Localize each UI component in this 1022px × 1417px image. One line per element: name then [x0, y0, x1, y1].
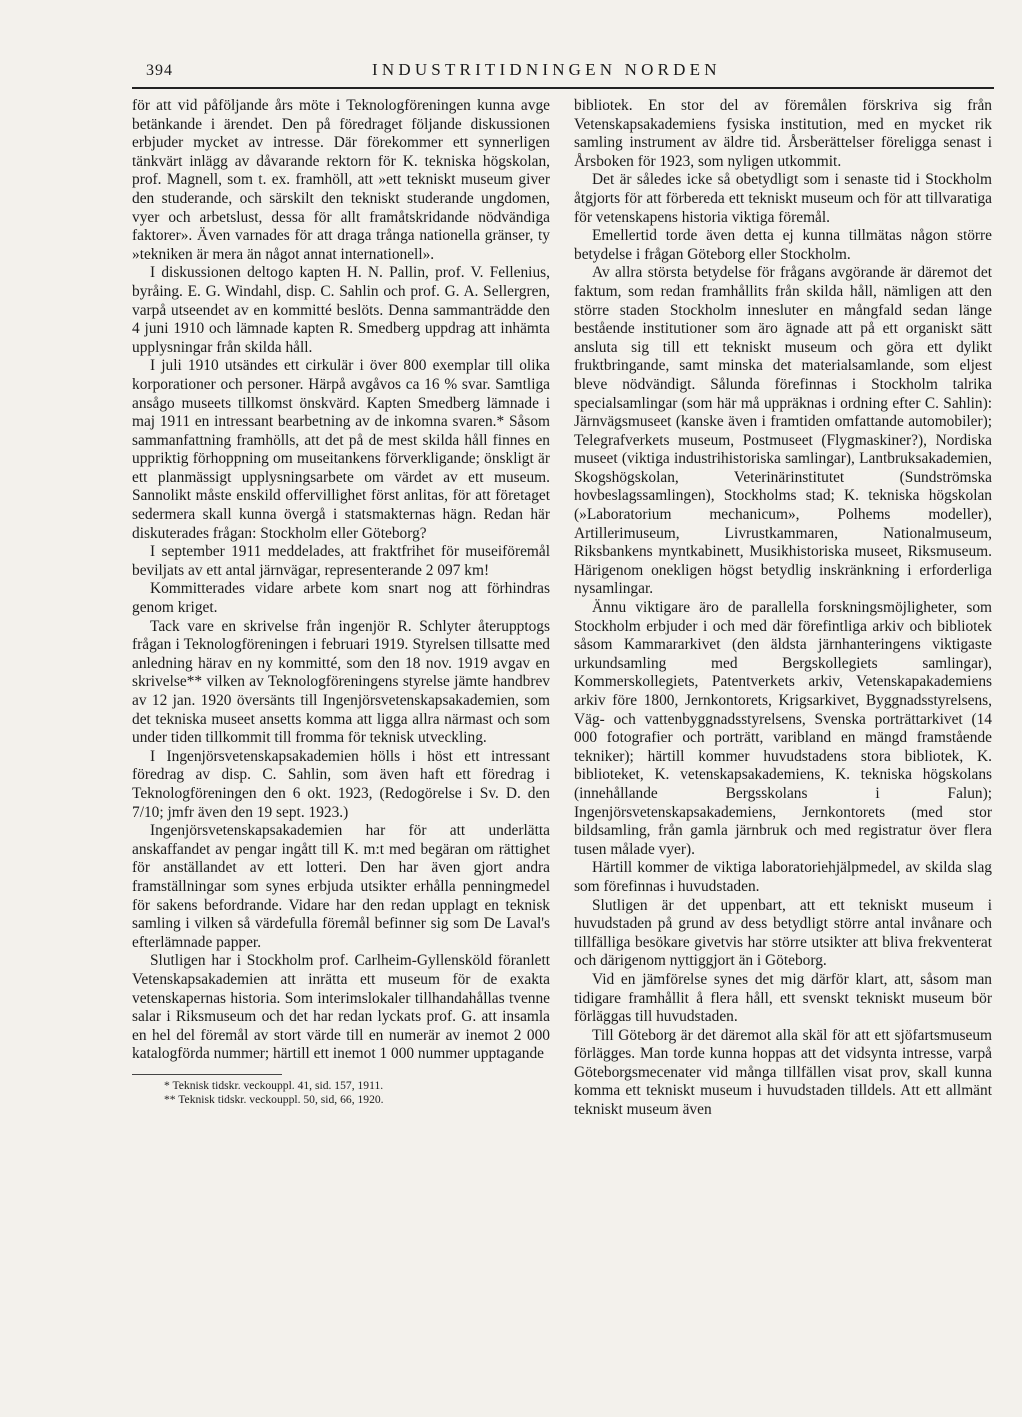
- running-title: INDUSTRITIDNINGEN NORDEN: [372, 60, 721, 79]
- right-paragraph-8: Vid en jämförelse synes det mig därför klart, att, såsom man tidigare framhållit å flera håll, ett svenskt tekniskt museum bör förläggas till huvudstaden.: [574, 970, 992, 1026]
- left-paragraph-2: I diskussionen deltogo kapten H. N. Pallin, prof. V. Fellenius, byråing. E. G. Windahl, disp. C. Sahlin och prof. G. A. Sellergren, varpå utseendet av en kommitté beslöts. Denna sammanträdde den 4 juni 1910 och lämnade kapten R. Smedberg uppdrag att inhämta upplysningar från skilda håll.: [132, 264, 550, 356]
- right-paragraph-7: Slutligen är det uppenbart, att ett tekniskt museum i huvudstaden på grund av dess betydligt större antal invånare och tillfälliga besökare givetvis har större utsikter att bliva frekventerat och därigenom nyttiggjort än i Göteborg.: [574, 896, 992, 970]
- right-paragraph-6: Härtill kommer de viktiga laboratoriehjälpmedel, av skilda slag som förefinnas i huvudstaden.: [574, 859, 992, 895]
- page-header: [146, 60, 992, 84]
- right-paragraph-4: Av allra största betydelse för frågans avgörande är däremot det faktum, som redan framhållits från skilda håll, nämligen att den större staden Stockholm innesluter en mångfald sedan länge bestående institutioner som äro ägnade att på ett organiskt sätt ansluta sig till ett tekniskt museum och göra ett dylikt fruktbringande, samt minska det materialsamlande, som eljest bleve nödvändigt. Sålunda förefinnas i Stockholm talrika specialsamlingar (som här må uppräknas i ordning efter C. Sahlin): Järnvägsmuseet (kanske även i framtiden omfattande automobiler); Telegrafverkets museum, Postmuseet (Flygmaskiner?), Nordiska museet (viktiga industrihistoriska samlingar), Lantbruksakademien, Skogshögskolan, Veterinärinstitutet (Sundströmska hovbeslagssamlingen), Stockholms stad; K. tekniska högskolan (»Laboratorium mechanicum», Polhems modeller), Artillerimuseum, Livrustkammaren, Nationalmuseum, Riksbankens myntkabinett, Musikhistoriska museet, Riksmuseum. Härigenom onekligen högst betydlig inskränkning i erforderliga nysamlingar.: [574, 264, 992, 598]
- left-paragraph-7: I Ingenjörsvetenskapsakademien hölls i höst ett intressant föredrag av disp. C. Sahlin, som även haft ett föredrag i Teknologföreningen den 6 okt. 1923, (Redogörelse i Sv. D. den 7/10; jmfr även den 19 sept. 1923.): [132, 747, 550, 821]
- footnote-1: * Teknisk tidskr. veckouppl. 41, sid. 157, 1911.: [164, 1078, 384, 1092]
- right-paragraph-1: bibliotek. En stor del av föremålen förskriva sig från Vetenskapsakademiens fysiska institution, med en mycket rik samling instrument av äldre tid. Årsberättelser föreligga senast i Årsboken för 1923, som nyligen utkommit.: [574, 97, 992, 170]
- right-paragraph-2: Det är således icke så obetydligt som i senaste tid i Stockholm åtgjorts för att förbereda ett tekniskt museum och för att tillvaratiga för vetenskapens historia viktiga föremål.: [574, 171, 992, 226]
- left-paragraph-1: för att vid påföljande års möte i Teknologföreningen kunna avge betänkande i ärendet. Den på föredraget följande diskussionen erbjuder mycket av intresse. Där förekommer ett synnerligen tänkvärt inlägg av dåvarande rektorn för K. tekniska högskolan, prof. Magnell, som t. ex. framhöll, att »ett tekniskt museum giver den studerande, och särskilt den tekniskt studerande ungdomen, vyer och arbetslust, dessa för allt framåtskridande nödvändiga faktorer». Även varnades för att draga trånga nationella gränser, ty »tekniken är mera än något annat internationell».: [132, 97, 550, 263]
- page-number: 394: [146, 62, 173, 79]
- left-paragraph-6: Tack vare en skrivelse från ingenjör R. Schlyter återupptogs frågan i Teknologföreningen i februari 1919. Styrelsen tillsatte med anledning härav en ny kommitté, som den 18 nov. 1919 avgav en skrivelse** vilken av Teknologföreningens styrelse jämte handbrev av 12 jan. 1920 översänts till Ingenjörsvetenskapsakademien, som det tekniska museet ansetts komma att ligga allra närmast och som under tiden tillkommit till fromma för teknisk utveckling.: [132, 617, 550, 747]
- left-paragraph-3: I juli 1910 utsändes ett cirkulär i över 800 exemplar till olika korporationer och personer. Härpå avgåvos ca 16 % svar. Samtliga ansågo museets tillkomst önskvärd. Kapten Smedberg lämnade i maj 1911 en intressant bearbetning av de inkomna svaren.* Såsom sammanfattning framhölls, att det på de mest skilda håll finnes en uppriktig förhoppning om museitankens förverkligande; önskligt är ett planmässigt upplysningsarbete om värdet av ett museum. Sannolikt måste enskild offervillighet först anlitas, för att företaget sedermera skall kunna övergå i statsmakternas hägn. Redan här diskuterades frågan: Stockholm eller Göteborg?: [132, 357, 550, 542]
- left-column: [132, 97, 550, 1107]
- footnote-2: ** Teknisk tidskr. veckouppl. 50, sid, 66, 1920.: [164, 1092, 384, 1106]
- right-paragraph-3: Emellertid torde även detta ej kunna tillmätas någon större betydelse i frågan Göteborg eller Stockholm.: [574, 227, 992, 263]
- left-paragraph-4: I september 1911 meddelades, att fraktfrihet för museiföremål beviljats av ett antal järnvägar, representerande 2 097 km!: [132, 543, 550, 579]
- left-paragraph-9: Slutligen har i Stockholm prof. Carlheim-Gyllensköld föranlett Vetenskapsakademien att inrätta ett museum för de exakta vetenskapernas historia. Som interimslokaler tillhandahållas tvenne salar i Riksmuseum och det har redan lyckats prof. G. att insamla en hel del föremål av stort värde till en numerär av inemot 2 000 katalogförda nummer; härtill ett inemot 1 000 nummer upptagande: [132, 952, 550, 1063]
- right-paragraph-9: Till Göteborg är det däremot alla skäl för att ett sjöfartsmuseum förlägges. Man torde kunna hoppas att det vidsynta intresse, varpå Göteborgsmecenater vid många tillfällen visat prov, skall kunna komma ett tekniskt museum i huvudstaden tilldels. Att ett allmänt tekniskt museum även: [574, 1026, 992, 1119]
- footnote-rule: [132, 1074, 282, 1075]
- right-paragraph-5: Ännu viktigare äro de parallella forskningsmöjligheter, som Stockholm erbjuder i och med där förefintliga arkiv och bibliotek såsom Kammararkivet (den äldsta järnhanteringens viktigaste urkundsamling med Bergskollegiets samlingar), Kommerskollegiets, Patentverkets arkiv, Vetenskapakademiens arkiv före 1800, Jernkontorets, Krigsarkivet, Byggnadsstyrelsens, Väg- och vattenbyggnadsstyrelsens, Svenska porträttarkivet (14 000 fotografier och porträtt, varibland en mängd framstående tekniker); härtill kommer huvudstadens stora bibliotek, K. biblioteket, K. vetenskapsakademiens, K. tekniska högskolans (innehållande Bergsskolans i Falun); Ingenjörsvetenskapsakademiens, Jernkontorets (med stor bildsamling, från gamla järnbruk och med registratur över flera tusen målade vyer).: [574, 599, 992, 858]
- left-paragraph-5: Kommitterades vidare arbete kom snart nog att förhindras genom kriget.: [132, 580, 550, 617]
- header-rule: [132, 87, 994, 89]
- right-column: [574, 97, 992, 1120]
- footnotes: [132, 1079, 550, 1107]
- left-paragraph-8: Ingenjörsvetenskapsakademien har för att underlätta anskaffandet av pengar ingått till K. m:t med begäran om rättighet för anställandet av ett lotteri. Den har även gjort andra framställningar som synes erbjuda utsikter erhålla penningmedel för sakens befordrande. Vidare har den redan upplagt en teknisk samling i vilken så värdefulla föremål befinner sig som De Laval's efterlämnade papper.: [132, 822, 550, 951]
